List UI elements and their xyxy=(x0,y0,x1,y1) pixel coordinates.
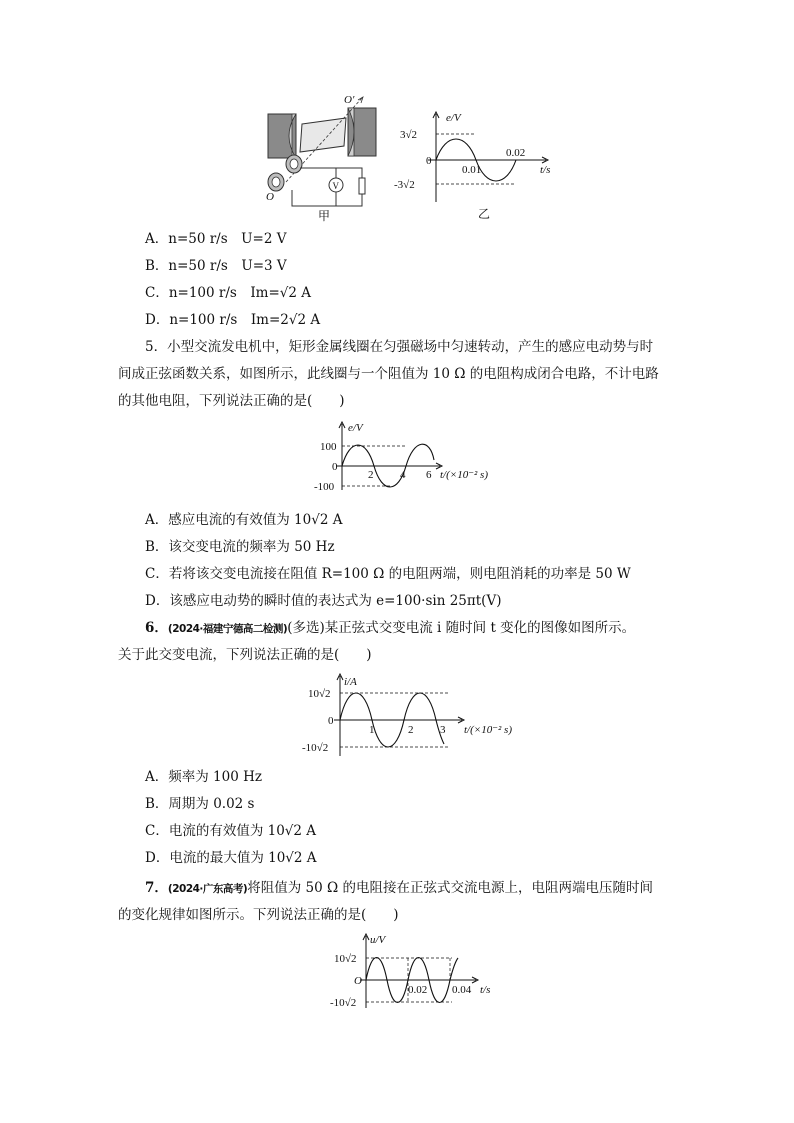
x-tick-2: 0.04 xyxy=(452,984,472,996)
resistor xyxy=(359,178,365,194)
y-tick-zero: 0 xyxy=(328,715,334,727)
x-label: t/s xyxy=(540,164,551,176)
q6-option-a[interactable]: A．频率为 100 Hz xyxy=(145,769,262,785)
y-tick-zero: 0 xyxy=(332,461,338,473)
x-label: t/(×10⁻² s) xyxy=(440,469,488,481)
y-label: i/A xyxy=(344,676,357,688)
q5-stem-line1: 5．小型交流发电机中，矩形金属线圈在匀强磁场中匀速转动，产生的感应电动势与时 xyxy=(145,339,654,355)
voltmeter-label: V xyxy=(332,181,339,191)
y-label: e/V xyxy=(446,112,461,124)
y-tick-neg: -10√2 xyxy=(302,742,329,754)
q5-option-c[interactable]: C．若将该交变电流接在阻值 R=100 Ω 的电阻两端，则电阻消耗的功率是 50 W xyxy=(145,566,631,582)
x-tick-2: 2 xyxy=(368,469,374,481)
x-tick-4: 4 xyxy=(400,469,406,481)
q6-source: (2024·福建宁德高二检测) xyxy=(167,623,288,635)
q6-stem-line2: 关于此交变电流，下列说法正确的是( ) xyxy=(118,647,372,663)
q4-option-d[interactable]: D．n=100 r/s Im=2√2 A xyxy=(145,312,321,328)
y-tick-pos: 3√2 xyxy=(400,129,418,141)
x-tick-1: 0.01 xyxy=(462,164,482,176)
q6-option-c[interactable]: C．电流的有效值为 10√2 A xyxy=(145,823,317,839)
y-tick-pos: 10√2 xyxy=(334,953,357,965)
e-t-graph-yi xyxy=(394,110,568,221)
q5-e-t-graph xyxy=(310,420,520,495)
x-label: t/s xyxy=(480,984,491,996)
x-tick-2: 2 xyxy=(408,724,414,736)
label-o-prime: O′ xyxy=(344,94,355,106)
q7-stem-line1 xyxy=(145,879,653,898)
y-tick-zero: O xyxy=(354,975,362,987)
y-tick-neg: -10√2 xyxy=(330,997,357,1009)
x-tick-3: 3 xyxy=(440,724,446,736)
q5-option-d[interactable]: D．该感应电动势的瞬时值的表达式为 e=100·sin 25πt(V) xyxy=(145,593,502,609)
q7-stem-line2: 的变化规律如图所示。下列说法正确的是( ) xyxy=(118,907,399,923)
x-tick-6: 6 xyxy=(426,469,432,481)
y-label: e/V xyxy=(348,422,363,434)
y-tick-zero: 0 xyxy=(426,155,432,167)
q6-option-d[interactable]: D．电流的最大值为 10√2 A xyxy=(145,850,317,866)
x-tick-1: 0.02 xyxy=(408,984,428,996)
y-tick-neg: -3√2 xyxy=(394,179,415,191)
caption-jia: 甲 xyxy=(318,209,331,223)
x-label: t/(×10⁻² s) xyxy=(464,724,512,736)
y-tick-pos: 100 xyxy=(320,441,337,453)
q5-stem-line3: 的其他电阻，下列说法正确的是( ) xyxy=(118,393,345,409)
q7-source: (2024·广东高考) xyxy=(167,883,248,895)
q7-number: 7． xyxy=(145,880,168,896)
label-o: O xyxy=(266,191,274,203)
q6-option-b[interactable]: B．周期为 0.02 s xyxy=(145,796,255,812)
coil xyxy=(300,118,346,152)
q4-option-b[interactable]: B．n=50 r/s U=3 V xyxy=(145,258,287,274)
y-tick-pos: 10√2 xyxy=(308,688,331,700)
generator-figure xyxy=(262,94,392,222)
q7-stem-rest: 将阻值为 50 Ω 的电阻接在正弦式交流电源上，电阻两端电压随时间 xyxy=(247,880,653,896)
q4-option-c[interactable]: C．n=100 r/s Im=√2 A xyxy=(145,285,312,301)
caption-yi: 乙 xyxy=(478,207,491,221)
q5-stem-line2: 间成正弦函数关系，如图所示，此线圈与一个阻值为 10 Ω 的电阻构成闭合电路，不计电路 xyxy=(118,366,659,382)
q4-option-a[interactable]: A．n=50 r/s U=2 V xyxy=(145,231,287,247)
y-label: u/V xyxy=(370,934,386,946)
q6-number: 6． xyxy=(145,620,168,636)
x-tick-2: 0.02 xyxy=(506,147,526,159)
q5-option-a[interactable]: A．感应电流的有效值为 10√2 A xyxy=(145,512,343,528)
q6-i-t-graph xyxy=(302,672,532,762)
q6-stem-line1 xyxy=(145,619,635,638)
x-tick-1: 1 xyxy=(369,724,375,736)
q7-u-t-graph xyxy=(330,932,510,1012)
q6-stem-rest: (多选)某正弦式交变电流 i 随时间 t 变化的图像如图所示。 xyxy=(287,620,636,636)
y-tick-neg: -100 xyxy=(314,481,335,493)
q5-option-b[interactable]: B．该交变电流的频率为 50 Hz xyxy=(145,539,335,555)
